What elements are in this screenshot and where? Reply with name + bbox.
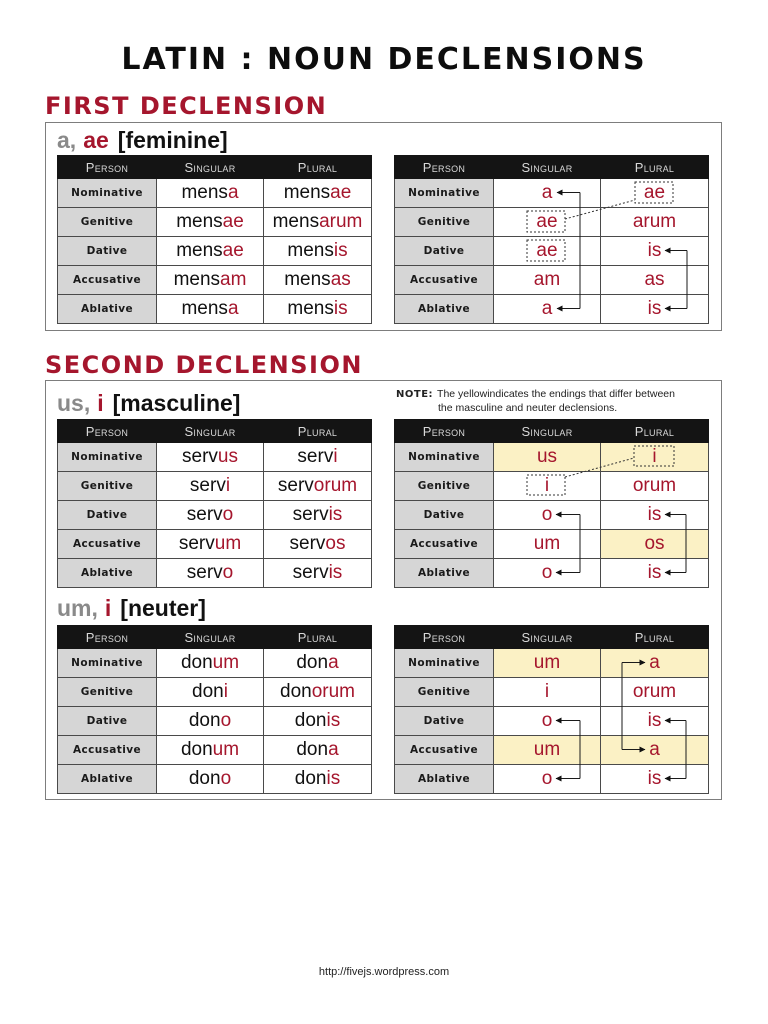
note-label: NOTE: bbox=[396, 389, 434, 400]
table-row bbox=[58, 649, 372, 678]
case-ending: os bbox=[644, 533, 665, 554]
table-row bbox=[58, 678, 372, 707]
table-row bbox=[58, 443, 372, 472]
note-line-1 bbox=[396, 387, 675, 402]
column-header-singular: Singular bbox=[494, 420, 601, 443]
masculine-word-table bbox=[57, 419, 371, 587]
table-header-row bbox=[395, 420, 709, 443]
case-label: Dative bbox=[58, 501, 157, 530]
word-ending: is bbox=[328, 504, 343, 525]
word-stem: mens bbox=[181, 182, 228, 203]
table-row bbox=[58, 208, 372, 237]
case-label: Genitive bbox=[395, 472, 494, 501]
case-label: Accusative bbox=[58, 736, 157, 765]
singular-cell bbox=[494, 707, 601, 736]
word-stem: don bbox=[188, 710, 221, 731]
word-stem: serv bbox=[182, 446, 218, 467]
plural-cell bbox=[264, 295, 372, 324]
word-stem: mens bbox=[176, 211, 223, 232]
singular-cell bbox=[494, 266, 601, 295]
plural-cell bbox=[264, 765, 372, 794]
singular-cell bbox=[494, 472, 601, 501]
singular-cell bbox=[157, 295, 264, 324]
singular-cell bbox=[157, 443, 264, 472]
singular-cell bbox=[157, 237, 264, 266]
plural-cell bbox=[264, 472, 372, 501]
table-row bbox=[395, 707, 709, 736]
plural-cell bbox=[601, 707, 709, 736]
declension-table bbox=[57, 155, 372, 324]
case-label: Dative bbox=[58, 237, 157, 266]
word-stem: serv bbox=[186, 504, 223, 525]
plural-cell bbox=[601, 765, 709, 794]
plural-cell bbox=[264, 678, 372, 707]
word-ending: as bbox=[330, 269, 351, 290]
word-ending: ae bbox=[222, 240, 244, 261]
column-header-singular: Singular bbox=[157, 420, 264, 443]
note-text: The yellowindicates the endings that differ between bbox=[437, 388, 675, 400]
table-row bbox=[58, 179, 372, 208]
word-ending: am bbox=[220, 269, 247, 290]
table-row bbox=[58, 501, 372, 530]
word-ending: a bbox=[227, 298, 239, 319]
case-ending: o bbox=[541, 504, 553, 525]
case-ending: is bbox=[647, 562, 662, 583]
table-row bbox=[58, 237, 372, 266]
plural-cell bbox=[264, 559, 372, 588]
singular-cell bbox=[494, 237, 601, 266]
singular-cell bbox=[157, 707, 264, 736]
word-stem: don bbox=[188, 768, 221, 789]
case-ending: i bbox=[544, 475, 550, 496]
word-ending: us bbox=[217, 446, 238, 467]
case-label: Ablative bbox=[58, 295, 157, 324]
word-stem: serv bbox=[178, 533, 215, 554]
table-row bbox=[395, 765, 709, 794]
case-ending: arum bbox=[632, 211, 677, 232]
word-ending: is bbox=[326, 768, 341, 789]
plural-cell bbox=[264, 736, 372, 765]
singular-cell bbox=[157, 472, 264, 501]
singular-cell bbox=[157, 736, 264, 765]
singular-cell bbox=[494, 443, 601, 472]
gender-label: [feminine] bbox=[117, 127, 228, 153]
table-header-row bbox=[58, 626, 372, 649]
singular-cell bbox=[494, 179, 601, 208]
word-stem: don bbox=[294, 710, 327, 731]
case-label: Accusative bbox=[58, 530, 157, 559]
plural-cell bbox=[601, 208, 709, 237]
word-stem: don bbox=[180, 652, 213, 673]
plural-cell bbox=[264, 237, 372, 266]
word-stem: serv bbox=[277, 475, 314, 496]
table-row bbox=[395, 736, 709, 765]
case-ending: ae bbox=[643, 182, 666, 203]
word-ending: i bbox=[223, 681, 228, 702]
case-ending: is bbox=[647, 710, 662, 731]
case-label: Nominative bbox=[395, 443, 494, 472]
column-header-singular: Singular bbox=[494, 626, 601, 649]
table-row bbox=[58, 559, 372, 588]
case-ending: a bbox=[649, 652, 660, 673]
singular-cell bbox=[157, 765, 264, 794]
singular-cell bbox=[494, 649, 601, 678]
case-label: Accusative bbox=[58, 266, 157, 295]
case-label: Dative bbox=[395, 501, 494, 530]
plural-cell bbox=[601, 443, 709, 472]
word-stem: don bbox=[180, 739, 213, 760]
plural-cell bbox=[264, 208, 372, 237]
word-stem: mens bbox=[284, 269, 331, 290]
declension-table bbox=[57, 419, 372, 588]
plural-cell bbox=[601, 530, 709, 559]
singular-cell bbox=[494, 559, 601, 588]
singular-cell bbox=[157, 179, 264, 208]
word-ending: arum bbox=[319, 211, 363, 232]
word-stem: serv bbox=[289, 533, 326, 554]
endings-table bbox=[394, 155, 709, 324]
column-header-singular: Singular bbox=[157, 626, 264, 649]
case-label: Accusative bbox=[395, 736, 494, 765]
word-stem: don bbox=[280, 681, 312, 702]
footer-url: http://fivejs.wordpress.com bbox=[318, 966, 450, 978]
declension-table bbox=[57, 625, 372, 794]
case-ending: ae bbox=[536, 240, 558, 261]
plural-cell bbox=[264, 501, 372, 530]
table-row bbox=[395, 179, 709, 208]
endings-table bbox=[394, 625, 709, 794]
word-stem: don bbox=[296, 652, 329, 673]
case-ending: is bbox=[647, 768, 662, 789]
word-stem: don bbox=[296, 739, 329, 760]
case-label: Accusative bbox=[395, 266, 494, 295]
table-row bbox=[395, 559, 709, 588]
singular-cell bbox=[157, 678, 264, 707]
case-ending: a bbox=[541, 298, 553, 319]
table-row bbox=[58, 530, 372, 559]
case-ending: um bbox=[533, 652, 561, 673]
word-ending: is bbox=[328, 562, 343, 583]
table-row bbox=[395, 208, 709, 237]
table-row bbox=[395, 530, 709, 559]
neuter-endings-table bbox=[394, 625, 708, 793]
nominative-ending-label: a, bbox=[57, 127, 77, 153]
case-label: Genitive bbox=[395, 208, 494, 237]
case-label: Genitive bbox=[58, 472, 157, 501]
word-ending: ae bbox=[330, 182, 352, 203]
singular-cell bbox=[494, 765, 601, 794]
word-stem: mens bbox=[181, 298, 228, 319]
case-label: Dative bbox=[395, 237, 494, 266]
column-header-plural: Plural bbox=[264, 420, 372, 443]
nominative-ending-label: um, bbox=[57, 595, 98, 621]
singular-cell bbox=[157, 501, 264, 530]
singular-cell bbox=[494, 501, 601, 530]
table-row bbox=[58, 266, 372, 295]
column-header-person: Person bbox=[58, 156, 157, 179]
case-ending: um bbox=[533, 739, 561, 760]
plural-cell bbox=[264, 649, 372, 678]
case-label: Ablative bbox=[395, 765, 494, 794]
case-ending: o bbox=[541, 768, 553, 789]
plural-cell bbox=[601, 501, 709, 530]
case-ending: orum bbox=[632, 475, 677, 496]
page-title: LATIN : NOUN DECLENSIONS bbox=[121, 42, 647, 77]
plural-cell bbox=[264, 707, 372, 736]
word-ending: orum bbox=[311, 681, 355, 702]
plural-cell bbox=[601, 179, 709, 208]
word-ending: i bbox=[225, 475, 231, 496]
column-header-person: Person bbox=[395, 420, 494, 443]
gender-label: [neuter] bbox=[120, 595, 206, 621]
word-stem: mens bbox=[283, 182, 331, 203]
plural-cell bbox=[264, 443, 372, 472]
word-ending: orum bbox=[313, 475, 358, 496]
plural-cell bbox=[601, 295, 709, 324]
plural-cell bbox=[601, 649, 709, 678]
table-row bbox=[58, 472, 372, 501]
case-label: Dative bbox=[58, 707, 157, 736]
gender-label: [masculine] bbox=[112, 390, 241, 416]
case-label: Nominative bbox=[395, 179, 494, 208]
table-row bbox=[58, 707, 372, 736]
column-header-person: Person bbox=[395, 156, 494, 179]
case-ending: i bbox=[652, 446, 657, 467]
endings-table bbox=[394, 419, 709, 588]
plural-cell bbox=[264, 179, 372, 208]
word-stem: mens bbox=[176, 240, 223, 261]
table-row bbox=[58, 295, 372, 324]
singular-cell bbox=[494, 678, 601, 707]
section-heading-first-declension: FIRST DECLENSION bbox=[45, 92, 328, 120]
plural-cell bbox=[601, 678, 709, 707]
case-ending: is bbox=[647, 298, 662, 319]
word-ending: um bbox=[212, 652, 240, 673]
word-ending: a bbox=[328, 652, 339, 673]
singular-cell bbox=[494, 736, 601, 765]
word-stem: mens bbox=[287, 240, 334, 261]
word-stem: don bbox=[192, 681, 224, 702]
word-ending: um bbox=[212, 739, 240, 760]
word-stem: mens bbox=[287, 298, 334, 319]
column-header-plural: Plural bbox=[264, 626, 372, 649]
case-ending: i bbox=[544, 681, 550, 702]
word-ending: o bbox=[222, 504, 234, 525]
singular-cell bbox=[494, 295, 601, 324]
case-label: Nominative bbox=[395, 649, 494, 678]
plural-cell bbox=[264, 266, 372, 295]
plural-cell bbox=[601, 559, 709, 588]
singular-cell bbox=[157, 649, 264, 678]
case-label: Ablative bbox=[58, 559, 157, 588]
singular-cell bbox=[157, 530, 264, 559]
column-header-person: Person bbox=[58, 420, 157, 443]
case-ending: o bbox=[541, 710, 553, 731]
word-ending: is bbox=[333, 298, 348, 319]
table-header-row bbox=[58, 156, 372, 179]
word-ending: um bbox=[214, 533, 242, 554]
case-label: Accusative bbox=[395, 530, 494, 559]
case-label: Genitive bbox=[395, 678, 494, 707]
section-heading-second-declension: SECOND DECLENSION bbox=[45, 351, 363, 379]
plural-cell bbox=[601, 237, 709, 266]
column-header-plural: Plural bbox=[601, 626, 709, 649]
word-stem: don bbox=[294, 768, 327, 789]
case-ending: is bbox=[647, 240, 662, 261]
table-row bbox=[395, 472, 709, 501]
word-ending: a bbox=[227, 182, 239, 203]
table-row bbox=[395, 649, 709, 678]
word-ending: o bbox=[222, 562, 234, 583]
singular-cell bbox=[157, 266, 264, 295]
word-ending: o bbox=[220, 768, 232, 789]
case-label: Nominative bbox=[58, 443, 157, 472]
column-header-plural: Plural bbox=[601, 420, 709, 443]
word-ending: is bbox=[326, 710, 341, 731]
genitive-ending-label: i bbox=[97, 390, 104, 416]
column-header-person: Person bbox=[395, 626, 494, 649]
table-row bbox=[395, 678, 709, 707]
word-stem: serv bbox=[186, 562, 223, 583]
column-header-person: Person bbox=[58, 626, 157, 649]
table-row bbox=[395, 266, 709, 295]
nominative-ending-label: us, bbox=[57, 390, 91, 416]
case-ending: us bbox=[536, 446, 558, 467]
plural-cell bbox=[264, 530, 372, 559]
feminine-endings-table bbox=[394, 155, 708, 323]
case-ending: a bbox=[649, 739, 660, 760]
case-label: Ablative bbox=[395, 295, 494, 324]
case-label: Genitive bbox=[58, 208, 157, 237]
case-label: Ablative bbox=[58, 765, 157, 794]
singular-cell bbox=[494, 208, 601, 237]
singular-cell bbox=[494, 530, 601, 559]
case-ending: um bbox=[533, 533, 561, 554]
table-row bbox=[395, 295, 709, 324]
table-row bbox=[395, 501, 709, 530]
note-line-2: the masculine and neuter declensions. bbox=[438, 402, 618, 414]
singular-cell bbox=[157, 208, 264, 237]
table-row bbox=[395, 237, 709, 266]
case-ending: orum bbox=[632, 681, 677, 702]
word-ending: o bbox=[220, 710, 232, 731]
genitive-ending-label: i bbox=[104, 595, 112, 621]
case-ending: as bbox=[644, 269, 665, 290]
declension-label-neuter bbox=[57, 594, 206, 622]
word-stem: serv bbox=[292, 504, 329, 525]
neuter-word-table bbox=[57, 625, 371, 793]
column-header-singular: Singular bbox=[494, 156, 601, 179]
column-header-plural: Plural bbox=[601, 156, 709, 179]
case-label: Nominative bbox=[58, 649, 157, 678]
word-ending: is bbox=[333, 240, 348, 261]
table-header-row bbox=[395, 156, 709, 179]
case-label: Dative bbox=[395, 707, 494, 736]
word-ending: os bbox=[325, 533, 346, 554]
table-row bbox=[395, 443, 709, 472]
word-ending: i bbox=[333, 446, 338, 467]
word-stem: serv bbox=[292, 562, 329, 583]
genitive-ending-label: ae bbox=[83, 127, 109, 153]
case-ending: am bbox=[533, 269, 561, 290]
column-header-plural: Plural bbox=[264, 156, 372, 179]
word-stem: serv bbox=[297, 446, 334, 467]
table-header-row bbox=[395, 626, 709, 649]
feminine-word-table bbox=[57, 155, 371, 323]
word-stem: mens bbox=[173, 269, 221, 290]
case-label: Ablative bbox=[395, 559, 494, 588]
plural-cell bbox=[601, 472, 709, 501]
table-header-row bbox=[58, 420, 372, 443]
declension-label-masculine bbox=[57, 389, 240, 417]
plural-cell bbox=[601, 736, 709, 765]
word-ending: ae bbox=[222, 211, 244, 232]
plural-cell bbox=[601, 266, 709, 295]
masculine-endings-table bbox=[394, 419, 708, 587]
table-row bbox=[58, 736, 372, 765]
case-ending: o bbox=[541, 562, 553, 583]
table-row bbox=[58, 765, 372, 794]
word-stem: mens bbox=[272, 211, 320, 232]
case-label: Nominative bbox=[58, 179, 157, 208]
case-ending: is bbox=[647, 504, 662, 525]
case-label: Genitive bbox=[58, 678, 157, 707]
case-ending: a bbox=[541, 182, 553, 203]
word-stem: serv bbox=[189, 475, 226, 496]
singular-cell bbox=[157, 559, 264, 588]
case-ending: ae bbox=[536, 211, 558, 232]
declension-label-feminine bbox=[57, 126, 228, 154]
column-header-singular: Singular bbox=[157, 156, 264, 179]
word-ending: a bbox=[328, 739, 339, 760]
